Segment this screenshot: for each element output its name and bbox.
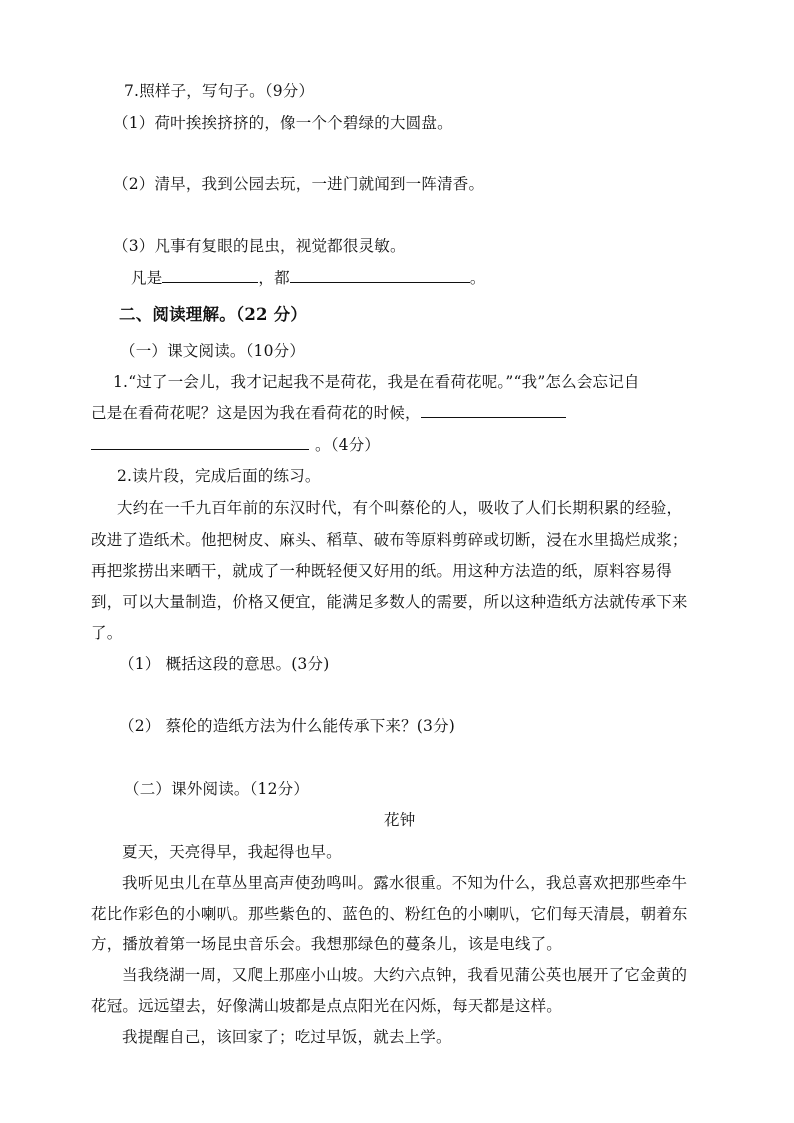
story-title: 花钟 [384, 811, 416, 829]
reading-q1-line2 [91, 403, 566, 423]
passage-line: 改进了造纸术。他把树皮、麻头、稻草、破布等原料剪碎或切断，浸在水里捣烂成浆； [91, 531, 688, 549]
passage-line: 了。 [91, 624, 123, 642]
passage-line: 再把浆捞出来晒干，就成了一种既轻便又好用的纸。用这种方法造的纸，原料容易得 [91, 562, 672, 580]
answer-blank[interactable] [421, 403, 566, 418]
q7-example-3: （3）凡事有复眼的昆虫，视觉都很灵敏。 [113, 237, 406, 255]
story-line: 夏天，天亮得早，我起得也早。 [122, 843, 342, 861]
fill-prefix: 凡是 [131, 269, 163, 287]
answer-blank[interactable] [91, 435, 309, 450]
subsection-1-heading: （一）课文阅读。（10分） [120, 342, 306, 360]
reading-q1-line3 [91, 435, 380, 455]
story-line: 花冠。远远望去，好像满山坡都是点点阳光在闪烁，每天都是这样。 [91, 997, 563, 1015]
reading-q2-title: 2.读片段，完成后面的练习。 [117, 467, 321, 485]
passage-line: 大约在一千九百年前的东汉时代，有个叫蔡伦的人，吸收了人们长期积累的经验， [117, 499, 683, 517]
fill-middle: ，都 [258, 269, 290, 287]
q7-example-1: （1）荷叶挨挨挤挤的，像一个个碧绿的大圆盘。 [113, 114, 453, 132]
section-2-heading: 二、阅读理解。（22 分） [119, 305, 308, 324]
story-line: 我听见虫儿在草丛里高声使劲鸣叫。露水很重。不知为什么，我总喜欢把那些牵牛 [122, 874, 688, 892]
reading-q2-sub2: （2） 蔡伦的造纸方法为什么能传承下来？(3分) [119, 717, 456, 735]
passage-line: 到，可以大量制造，价格又便宜，能满足多数人的需要，所以这种造纸方法就传承下来 [91, 593, 688, 611]
answer-blank[interactable] [162, 268, 258, 283]
story-line: 方，播放着第一场昆虫音乐会。我想那绿色的蔓条儿，该是电线了。 [91, 935, 563, 953]
story-line: 我提醒自己，该回家了；吃过早饭，就去上学。 [122, 1028, 452, 1046]
q7-title: 7.照样子，写句子。（9分） [124, 82, 315, 100]
story-line: 当我绕湖一周，又爬上那座小山坡。大约六点钟，我看见蒲公英也展开了它金黄的 [122, 966, 688, 984]
answer-blank[interactable] [290, 268, 470, 283]
q7-3-fill-line [131, 268, 486, 288]
subsection-2-heading: （二）课外阅读。（12分） [124, 780, 310, 798]
fill-end: 。 [469, 269, 486, 287]
reading-q2-sub1: （1） 概括这段的意思。(3分) [119, 655, 330, 673]
reading-q1-line1: 1.“过了一会儿，我才记起我不是荷花，我是在看荷花呢。”“我”怎么会忘记自 [113, 373, 640, 391]
story-line: 花比作彩色的小喇叭。那些紫色的、蓝色的、粉红色的小喇叭，它们每天清晨，朝着东 [91, 905, 688, 923]
reading-q1-score: 。（4分） [315, 436, 381, 454]
reading-q1-text: 己是在看荷花呢？这是因为我在看荷花的时候， [91, 404, 421, 422]
q7-example-2: （2）清早，我到公园去玩，一进门就闻到一阵清香。 [113, 175, 485, 193]
